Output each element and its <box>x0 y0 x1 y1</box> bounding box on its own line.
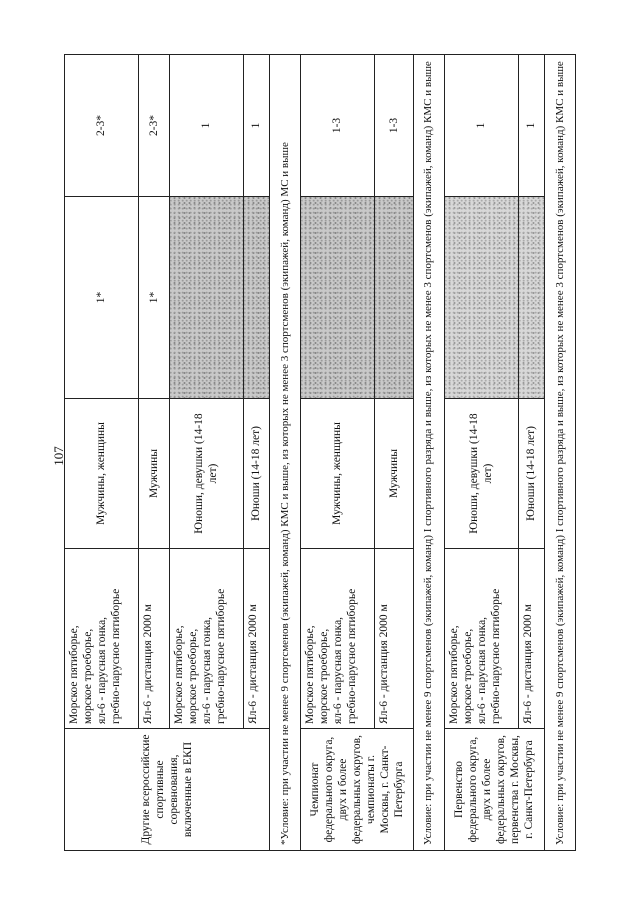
place-cell: 1* <box>65 196 139 398</box>
condition-note: Условие: при участии не менее 9 спортсменов (экипажей, команд) I спортивного разряда и выше, из которых не менее 3 спортсменов (экипажей, команд) КМС и выше <box>545 54 576 850</box>
group-cell: Мужчины, женщины <box>300 398 374 548</box>
group-cell: Мужчины <box>138 398 169 548</box>
rotated-page <box>64 55 576 851</box>
group-cell: Юноши (14-18 лет) <box>243 398 270 548</box>
place-cell <box>169 196 243 398</box>
place-cell <box>243 196 270 398</box>
table-row <box>270 54 301 850</box>
category-cell: Чемпионат федерального округа, двух и более федеральных округов, чемпионаты г. Москвы, г. Санкт-Петербурга <box>300 728 413 850</box>
discipline-cell: Ял-6 - дистанция 2000 м <box>518 548 545 728</box>
category-cell: Первенство федерального округа, двух и более федеральных округов, первенства г. Москвы, г. Санкт-Петербурга <box>444 728 545 850</box>
discipline-cell: Ял-6 - дистанция 2000 м <box>374 548 413 728</box>
condition-note: *Условие: при участии не менее 9 спортсменов (экипажей, команд) КМС и выше, из которых не менее 3 спортсменов (экипажей, команд) МС и выше <box>270 54 301 850</box>
table-row <box>300 54 374 850</box>
group-cell: Юноши, девушки (14-18 лет) <box>169 398 243 548</box>
place-cell: 1-3 <box>300 54 374 196</box>
discipline-cell: Морское пятиборье, морское троеборье, ял-6 - парусная гонка, гребно-парусное пятиборье <box>300 548 374 728</box>
place-cell: 2-3* <box>138 54 169 196</box>
place-cell <box>374 196 413 398</box>
classification-table <box>64 54 576 851</box>
place-cell: 1* <box>138 196 169 398</box>
group-cell: Юноши (14-18 лет) <box>518 398 545 548</box>
place-cell <box>518 196 545 398</box>
place-cell: 2-3* <box>65 54 139 196</box>
discipline-cell: Морское пятиборье, морское троеборье, ял-6 - парусная гонка, гребно-парусное пятиборье <box>444 548 518 728</box>
table-row <box>65 54 139 850</box>
place-cell: 1 <box>243 54 270 196</box>
condition-note: Условие: при участии не менее 9 спортсменов (экипажей, команд) I спортивного разряда и выше, из которых не менее 3 спортсменов (экипажей, команд) КМС и выше <box>413 54 444 850</box>
group-cell: Мужчины <box>374 398 413 548</box>
table-body <box>65 54 576 850</box>
discipline-cell: Морское пятиборье, морское троеборье, ял-6 - парусная гонка, гребно-парусное пятиборье <box>169 548 243 728</box>
table-row <box>444 54 518 850</box>
place-cell: 1-3 <box>374 54 413 196</box>
place-cell: 1 <box>444 54 518 196</box>
place-cell <box>444 196 518 398</box>
discipline-cell: Ял-6 - дистанция 2000 м <box>243 548 270 728</box>
place-cell: 1 <box>518 54 545 196</box>
discipline-cell: Морское пятиборье, морское троеборье, ял-6 - парусная гонка, гребно-парусное пятиборье <box>65 548 139 728</box>
place-cell: 1 <box>169 54 243 196</box>
page-number: 107 <box>50 446 66 466</box>
place-cell <box>300 196 374 398</box>
discipline-cell: Ял-6 - дистанция 2000 м <box>138 548 169 728</box>
group-cell: Мужчины, женщины <box>65 398 139 548</box>
table-row <box>413 54 444 850</box>
group-cell: Юноши, девушки (14-18 лет) <box>444 398 518 548</box>
table-row <box>545 54 576 850</box>
category-cell: Другие всероссийские спортивные соревнования, включенные в ЕКП <box>65 728 270 850</box>
